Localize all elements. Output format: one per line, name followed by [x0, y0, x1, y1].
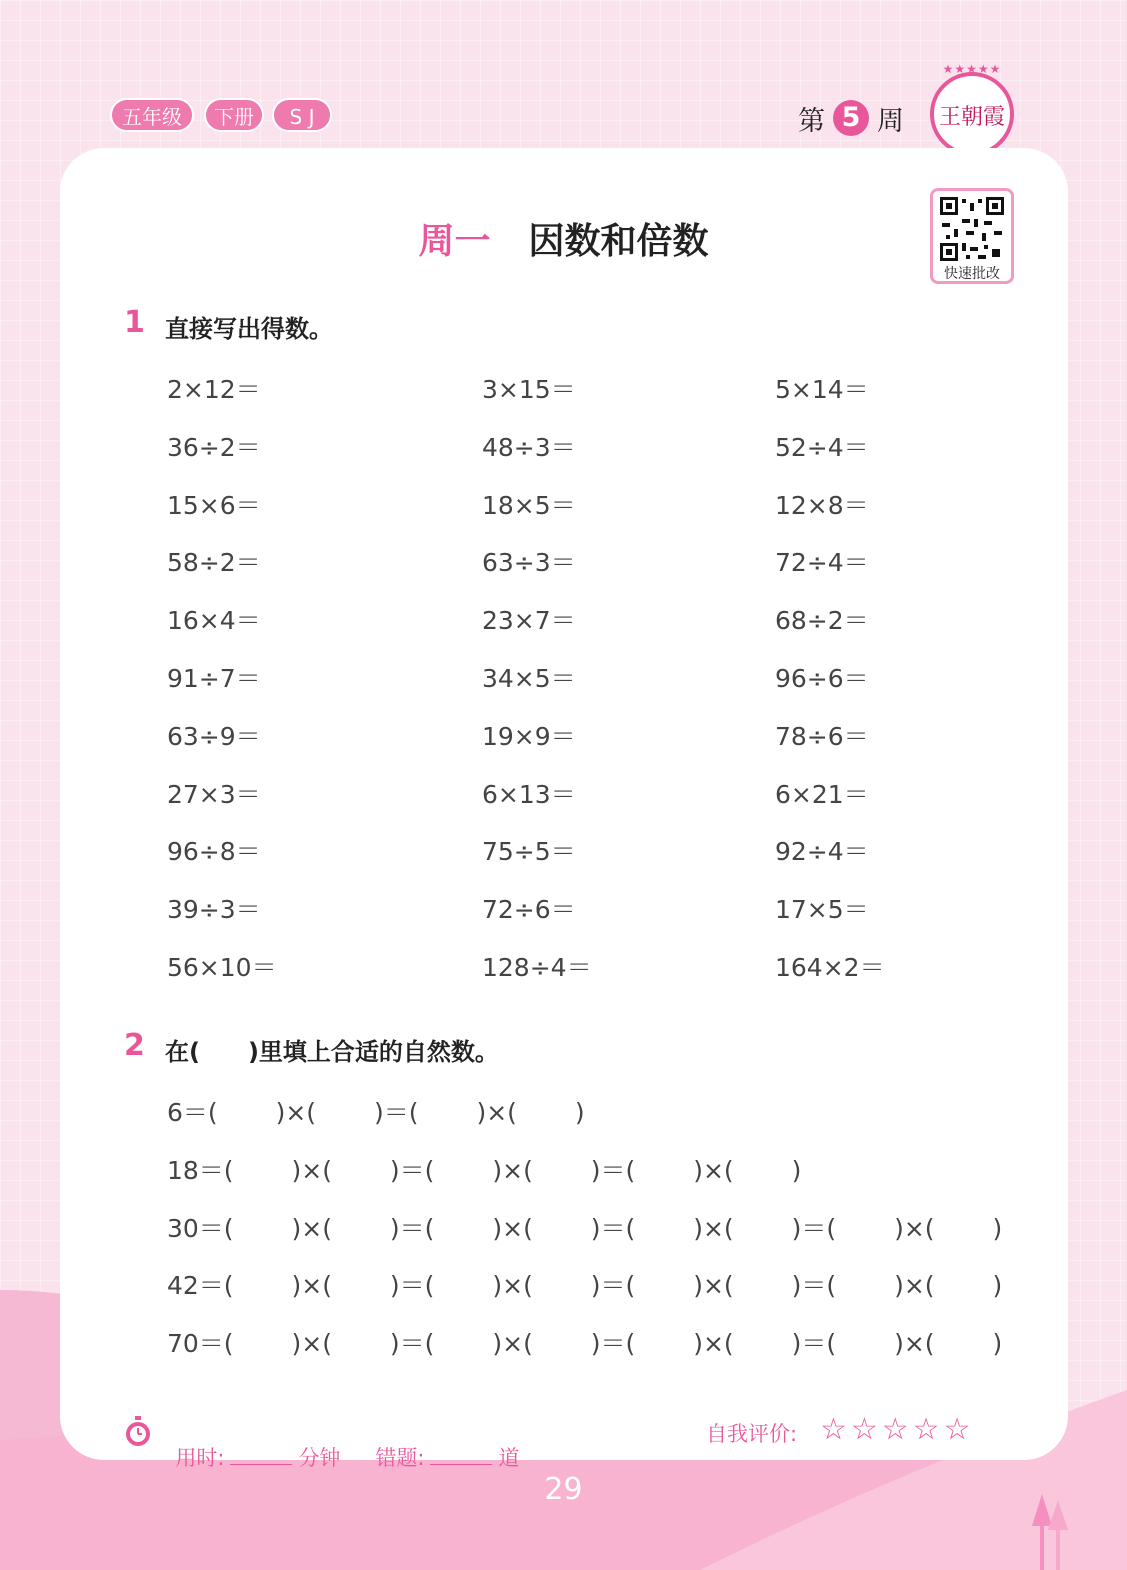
- qr-label: 快速批改: [944, 266, 1000, 282]
- q1-problem: 16×4＝: [167, 606, 261, 636]
- q1-problem: 56×10＝: [167, 953, 277, 982]
- q1-problem: 92÷4＝: [775, 837, 869, 867]
- question-2-instruction: 在( )里填上合适的自然数。: [165, 1038, 499, 1066]
- q1-problem: 72÷4＝: [775, 548, 869, 578]
- brand-logo: [930, 62, 1014, 156]
- q1-problem: 39÷3＝: [167, 895, 261, 925]
- q1-problem: 63÷3＝: [482, 548, 576, 578]
- q2-problem: 42＝( )×( )＝( )×( )＝( )×( )＝( )×( ): [167, 1271, 1003, 1301]
- q1-problem: 68÷2＝: [775, 606, 869, 636]
- time-unit: 分钟: [298, 1446, 341, 1470]
- time-label: 用时:: [175, 1446, 225, 1470]
- question-1-number: 1: [124, 305, 145, 340]
- self-eval-label: 自我评价:: [706, 1422, 798, 1446]
- q1-problem: 164×2＝: [775, 953, 885, 982]
- q1-problem: 2×12＝: [167, 375, 261, 404]
- q1-problem: 12×8＝: [775, 490, 869, 520]
- errors-input[interactable]: [430, 1442, 492, 1465]
- q1-problem: 78÷6＝: [775, 721, 869, 751]
- q2-problem: 6＝( )×( )＝( )×( ): [167, 1098, 585, 1127]
- qr-code[interactable]: [930, 188, 1014, 284]
- q1-problem: 58÷2＝: [167, 548, 261, 578]
- q1-problem: 23×7＝: [482, 606, 576, 636]
- arrow-up-icon: [1028, 1490, 1078, 1570]
- q1-problem: 15×6＝: [167, 490, 261, 520]
- q1-problem: 17×5＝: [775, 895, 869, 925]
- q1-problem: 34×5＝: [482, 664, 576, 693]
- q1-problem: 52÷4＝: [775, 432, 869, 462]
- qr-code-icon: [940, 197, 1004, 261]
- stopwatch-icon: [124, 1416, 152, 1448]
- title-day: 周一: [418, 221, 491, 262]
- q1-problem: 63÷9＝: [167, 721, 261, 751]
- rating-stars[interactable]: ☆☆☆☆☆: [820, 1412, 975, 1447]
- week-prefix: 第: [798, 105, 825, 137]
- time-spent: [162, 1418, 340, 1472]
- q1-problem: 6×13＝: [482, 779, 576, 809]
- q1-problem: 75÷5＝: [482, 837, 576, 867]
- q1-problem: 27×3＝: [167, 779, 261, 809]
- q1-problem: 96÷6＝: [775, 664, 869, 693]
- error-count: [362, 1418, 519, 1472]
- q1-problem: 96÷8＝: [167, 837, 261, 867]
- q1-problem: 36÷2＝: [167, 432, 261, 462]
- volume-tag: 下册: [204, 98, 264, 132]
- q1-problem: 91÷7＝: [167, 664, 261, 693]
- logo-text: 王朝霞: [938, 105, 1005, 130]
- q1-problem: 19×9＝: [482, 721, 576, 751]
- errors-label: 错题:: [375, 1446, 425, 1470]
- q1-problem: 128÷4＝: [482, 953, 592, 982]
- q1-problem: 5×14＝: [775, 375, 869, 404]
- q2-problem: 70＝( )×( )＝( )×( )＝( )×( )＝( )×( ): [167, 1329, 1003, 1359]
- q1-problem: 18×5＝: [482, 490, 576, 520]
- edition-tag: S J: [272, 98, 332, 132]
- week-suffix: 周: [877, 105, 904, 137]
- logo-stars-icon: ★★★★★: [942, 62, 1002, 76]
- title-topic: 因数和倍数: [528, 221, 709, 262]
- q1-problem: 3×15＝: [482, 375, 576, 404]
- q2-problem: 30＝( )×( )＝( )×( )＝( )×( )＝( )×( ): [167, 1213, 1003, 1243]
- q1-problem: 48÷3＝: [482, 432, 576, 462]
- q1-problem: 72÷6＝: [482, 895, 576, 925]
- question-1-instruction: 直接写出得数。: [165, 315, 333, 343]
- grade-tag: 五年级: [110, 98, 194, 132]
- time-input[interactable]: [230, 1442, 292, 1465]
- page-number: 29: [544, 1472, 583, 1507]
- question-2-number: 2: [124, 1028, 145, 1063]
- week-number-badge: 5: [833, 100, 869, 136]
- q1-problem: 6×21＝: [775, 779, 869, 809]
- q2-problem: 18＝( )×( )＝( )×( )＝( )×( ): [167, 1155, 802, 1185]
- week-indicator: [798, 98, 904, 138]
- errors-unit: 道: [498, 1446, 520, 1470]
